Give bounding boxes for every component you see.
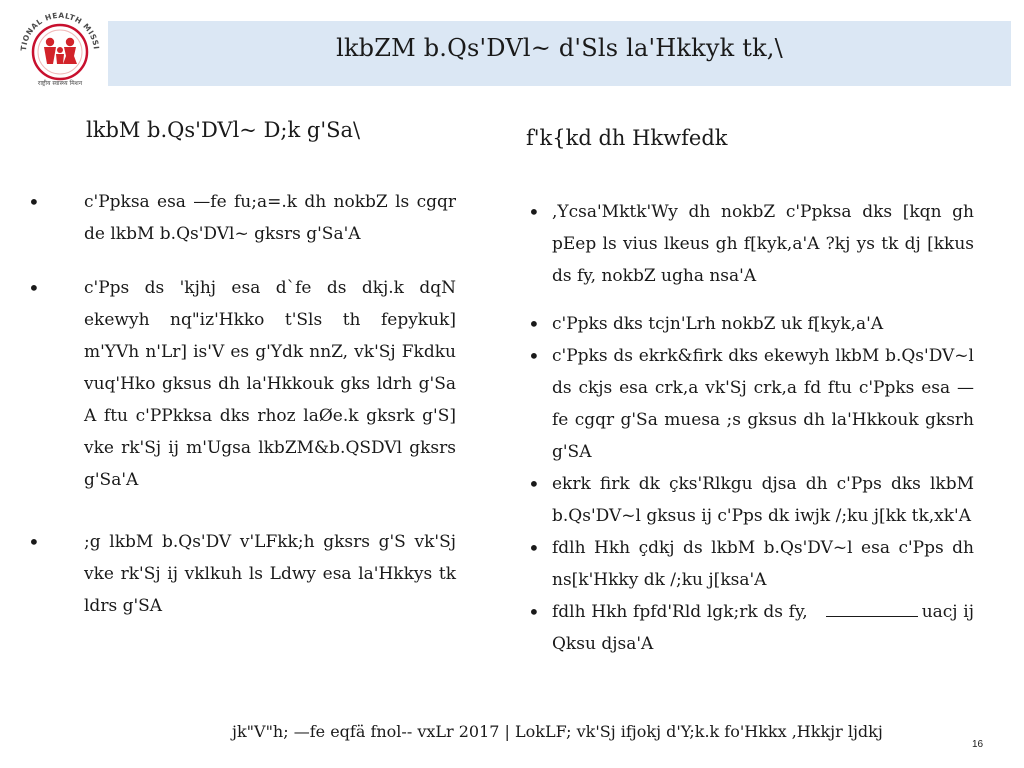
bullet-icon: • [28, 190, 40, 214]
list-item [528, 468, 974, 532]
list-item [528, 596, 974, 660]
list-item [528, 532, 974, 596]
right-bullet-list [528, 196, 974, 660]
bullet-text: c'Ppksa esa —fe fu;a=.k dh nokbZ ls cgqr de lkbM b.Qs'DVl~ gksrs g'Sa'A [84, 192, 456, 244]
list-item [28, 186, 456, 250]
bullet-text: c'Pps ds 'kjhj esa d`fe ds dkj.k dqN ekewyh nq"iz'Hkko t'Sls th fepykuk] m'YVh n'Lr] is'V es g'Ydk nnZ, vk'Sj Fkdku vuq'Hko gksus dh la'Hkkouk gks ldrh g'Sa A ftu c'PPkksa dks rhoz laØe.k gksrk g'S] vke rk'Sj ij m'Ugsa lkbZM&b.QSDVl gksrs g'Sa'A [84, 278, 456, 490]
list-item [528, 308, 974, 340]
list-item [28, 526, 456, 622]
right-column-heading: f'k{kd dh Hkwfedk [526, 126, 728, 150]
left-column-heading: lkbM b.Qs'DVl~ D;k g'Sa\ [86, 118, 361, 142]
bullet-icon: • [528, 600, 540, 624]
bullet-icon: • [528, 200, 540, 224]
bullet-text-suffix: uacj ij Qksu djsa'A [552, 602, 974, 654]
national-health-mission-logo [14, 6, 106, 88]
logo-tagline: राष्ट्रीय स्वास्थ्य मिशन [37, 80, 83, 87]
slide-title: lkbZM b.Qs'DVl~ d'Sls la'Hkkyk tk,\ [336, 34, 783, 62]
title-bar [108, 21, 1011, 86]
phone-number-blank [826, 598, 918, 617]
bullet-text-prefix: fdlh Hkh fpfd'Rld lgk;rk ds fy, [552, 602, 808, 622]
national-health-mission-logo-icon [14, 6, 106, 88]
bullet-icon: • [528, 312, 540, 336]
list-item [528, 340, 974, 468]
footer-text: jk"V"h; —fe eqfä fnol-- vxLr 2017 | LokLF; vk'Sj ifjokj d'Y;k.k fo'Hkkx ,Hkkjr ljdkj [232, 722, 883, 741]
bullet-icon: • [28, 276, 40, 300]
bullet-text: ekrk firk dk çks'Rlkgu djsa dh c'Pps dks lkbM b.Qs'DV~l gksus ij c'Pps dk iwjk /;ku j[kk tk,xk'A [552, 474, 974, 526]
bullet-text: c'Ppks dks tcjn'Lrh nokbZ uk f[kyk,a'A [552, 314, 884, 334]
bullet-icon: • [528, 344, 540, 368]
bullet-text: fdlh Hkh çdkj ds lkbM b.Qs'DV~l esa c'Pps dh ns[k'Hkky dk /;ku j[ksa'A [552, 538, 974, 590]
bullet-text: ;g lkbM b.Qs'DV v'LFkk;h gksrs g'S vk'Sj vke rk'Sj ij vklkuh ls Ldwy esa la'Hkkys tk ldrs g'SA [84, 532, 456, 616]
left-bullet-list [28, 186, 456, 622]
bullet-icon: • [528, 472, 540, 496]
logo-arc-text: TIONAL HEALTH MISSI [18, 10, 101, 52]
page-number: 16 [972, 739, 984, 750]
bullet-icon: • [28, 530, 40, 554]
list-item [528, 196, 974, 292]
bullet-text: c'Ppks ds ekrk&firk dks ekewyh lkbM b.Qs'DV~l ds ckjs esa crk,a vk'Sj crk,a fd ftu c'Ppks esa —fe cgqr g'Sa muesa ;s gksus dh la'Hkkouk gksrh g'SA [552, 346, 974, 462]
bullet-text: ,Ycsa'Mktk'Wy dh nokbZ c'Ppksa dks [kqn gh pEep ls vius lkeus gh f[kyk,a'A ?kj ys tk dj [kkus ds fy, nokbZ ugha nsa'A [552, 202, 974, 286]
list-item [28, 272, 456, 496]
bullet-icon: • [528, 536, 540, 560]
